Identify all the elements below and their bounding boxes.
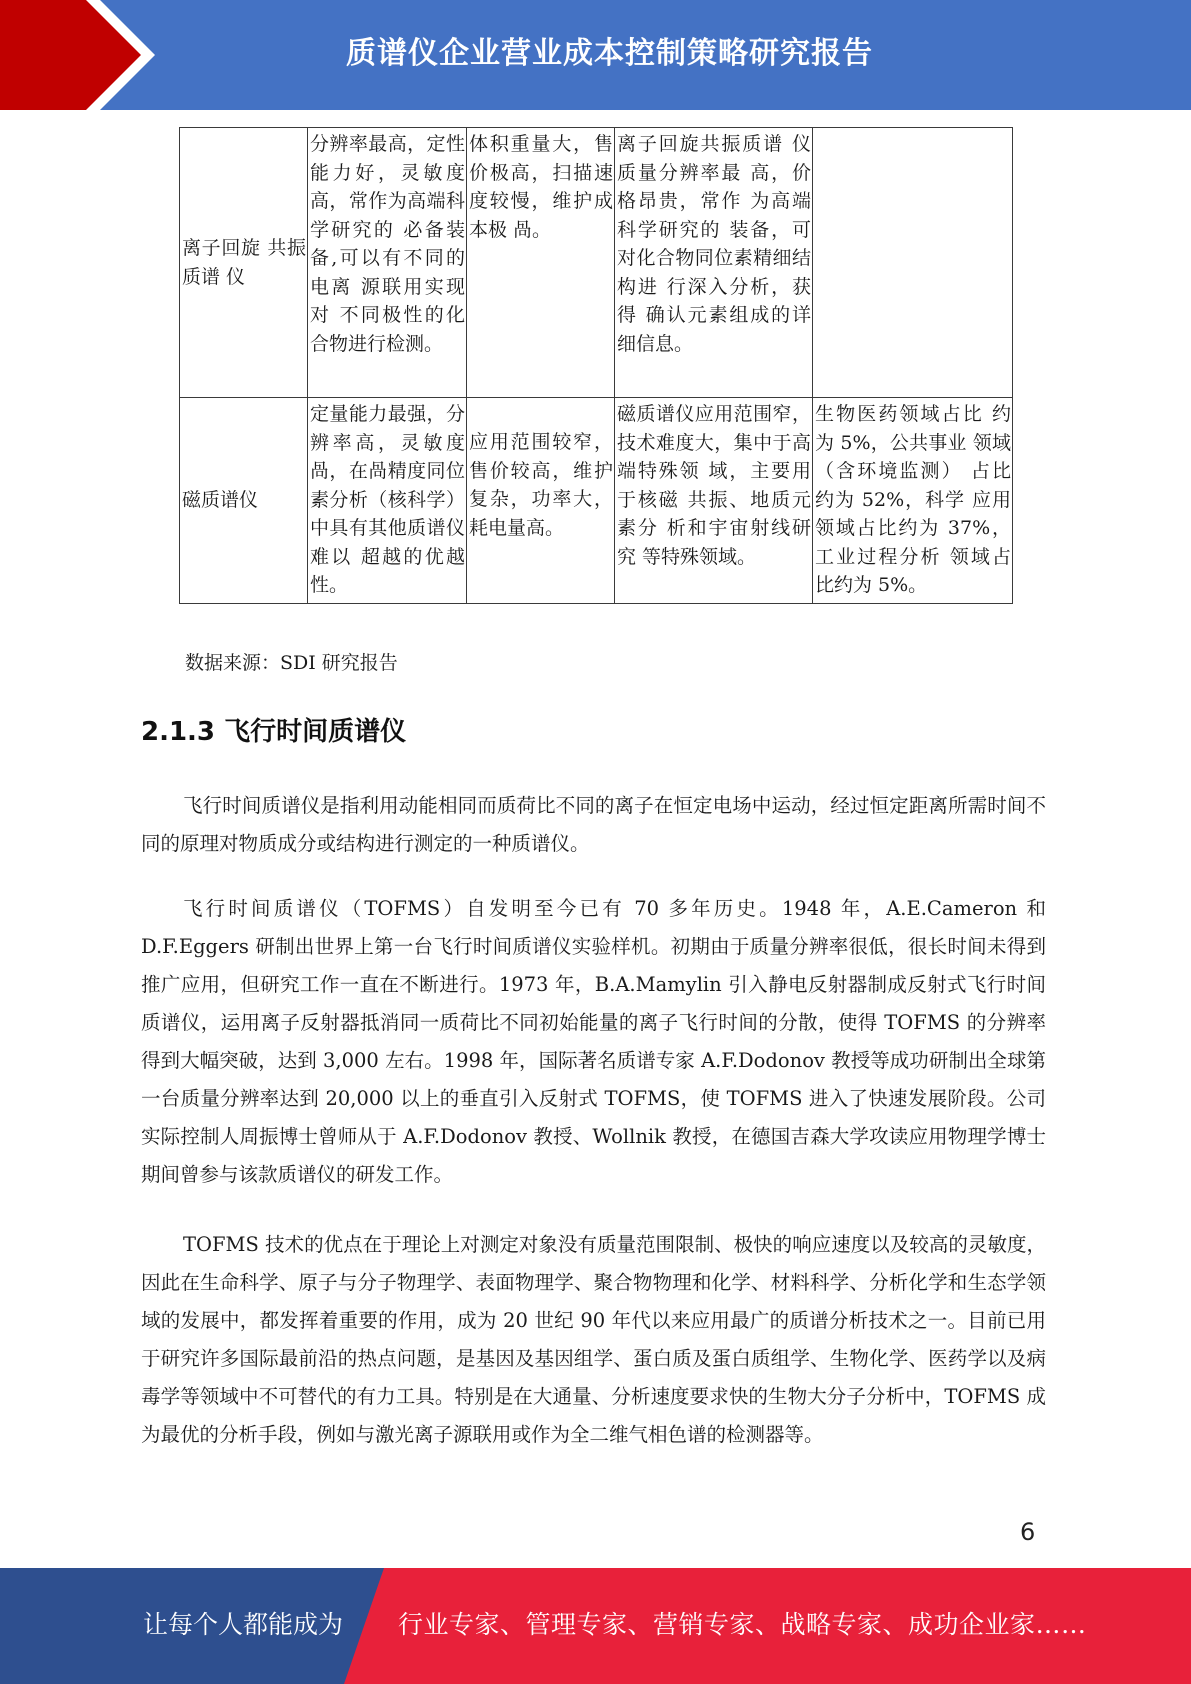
table-cell-disadvantages: 应用范围较窄，售价较高，维护复杂，功率大，耗电量高。: [467, 398, 615, 604]
table-cell-application: 离子回旋共振质谱 仪质量分辨率最 高，价格昂贵，常作 为高端科学研究的 装备，可对化合物同位素精细结构进 行深入分析，获得 确认元素组成的详 细信息。: [615, 128, 813, 398]
report-title: 质谱仪企业营业成本控制策略研究报告: [346, 36, 873, 71]
table-row: [180, 398, 1013, 604]
section-heading: 2.1.3 飞行时间质谱仪: [141, 717, 407, 747]
comparison-table: [179, 127, 1013, 604]
table-row: [180, 128, 1013, 398]
footer-banner: [0, 1568, 1191, 1684]
body-paragraph: 飞行时间质谱仪是指利用动能相同而质荷比不同的离子在恒定电场中运动，经过恒定距离所需时间不同的原理对物质成分或结构进行测定的一种质谱仪。: [141, 794, 1046, 855]
header-banner: [0, 0, 1191, 110]
table-cell-advantages: 定量能力最强，分辨率高，灵敏度咼，在咼精度同位素分析（核科学）中具有其他质谱仪难以 超越的优越性。: [308, 398, 467, 604]
table-cell-application: 磁质谱仪应用范围窄，技术难度大，集中于高端特殊领 域，主要用于核磁 共振、地质元素分 析和宇宙射线研究 等特殊领域。: [615, 398, 813, 604]
data-source-note: 数据来源：SDI 研究报告: [185, 652, 398, 674]
table-cell-advantages: 分辨率最高，定性能力好，灵敏度高，常作为高端科学研究的 必备装备,可以有不同的电离 源联用实现对 不同极性的化 合物进行检测。: [308, 128, 467, 398]
body-paragraph: 飞行时间质谱仪（TOFMS）自发明至今已有 70 多年历史。1948 年，A.E.Cameron 和 D.F.Eggers 研制出世界上第一台飞行时间质谱仪实验样机。初期由于质量分辨率很低，很长时间未得到推广应用，但研究工作一直在不断进行。1973 年，B.A.Mamylin 引入静电反射器制成反射式飞行时间质谱仪，运用离子反射器抵消同一质荷比不同初始能量的离子飞行时间的分散，使得 TOFMS 的分辨率得到大幅突破，达到 3,000 左右。1998 年，国际著名质谱专家 A.F.Dodonov 教授等成功研制出全球第一台质量分辨率达到 20,000 以上的垂直引入反射式 TOFMS，使 TOFMS 进入了快速发展阶段。公司实际控制人周振博士曾师从于 A.F.Dodonov 教授、Wollnik 教授，在德国吉森大学攻读应用物理学博士期间曾参与该款质谱仪的研发工作。: [141, 897, 1046, 1186]
page-number: 6: [1020, 1518, 1036, 1546]
body-paragraph: TOFMS 技术的优点在于理论上对测定对象没有质量范围限制、极快的响应速度以及较高的灵敏度，因此在生命科学、原子与分子物理学、表面物理学、聚合物物理和化学、材料科学、分析化学和生态学领域的发展中，都发挥着重要的作用，成为 20 世纪 90 年代以来应用最广的质谱分析技术之一。目前已用于研究许多国际最前沿的热点问题，是基因及基因组学、蛋白质及蛋白质组学、生物化学、医药学以及病毒学等领域中不可替代的有力工具。特别是在大通量、分析速度要求快的生物大分子分析中，TOFMS 成为最优的分析手段，例如与激光离子源联用或作为全二维气相色谱的检测器等。: [141, 1233, 1046, 1446]
footer-slogan-right: 行业专家、管理专家、营销专家、战略专家、成功企业家……: [398, 1610, 1087, 1639]
table-cell-name: 磁质谱仪: [180, 398, 308, 604]
footer-slogan-left: 让每个人都能成为: [143, 1610, 344, 1639]
table-cell-name: 离子回旋 共振质谱 仪: [180, 128, 308, 398]
table-cell-share: 生物医药领域占比 约为 5%，公共事业 领域（含环境监测） 占比约为 52%，科学 应用领域占比约为 37%，工业过程分析 领域占比约为 5%。: [813, 398, 1013, 604]
table-cell-share: [813, 128, 1013, 398]
table-cell-disadvantages: 体积重量大，售价极高，扫描速度较慢，维护成本极 咼。: [467, 128, 615, 398]
